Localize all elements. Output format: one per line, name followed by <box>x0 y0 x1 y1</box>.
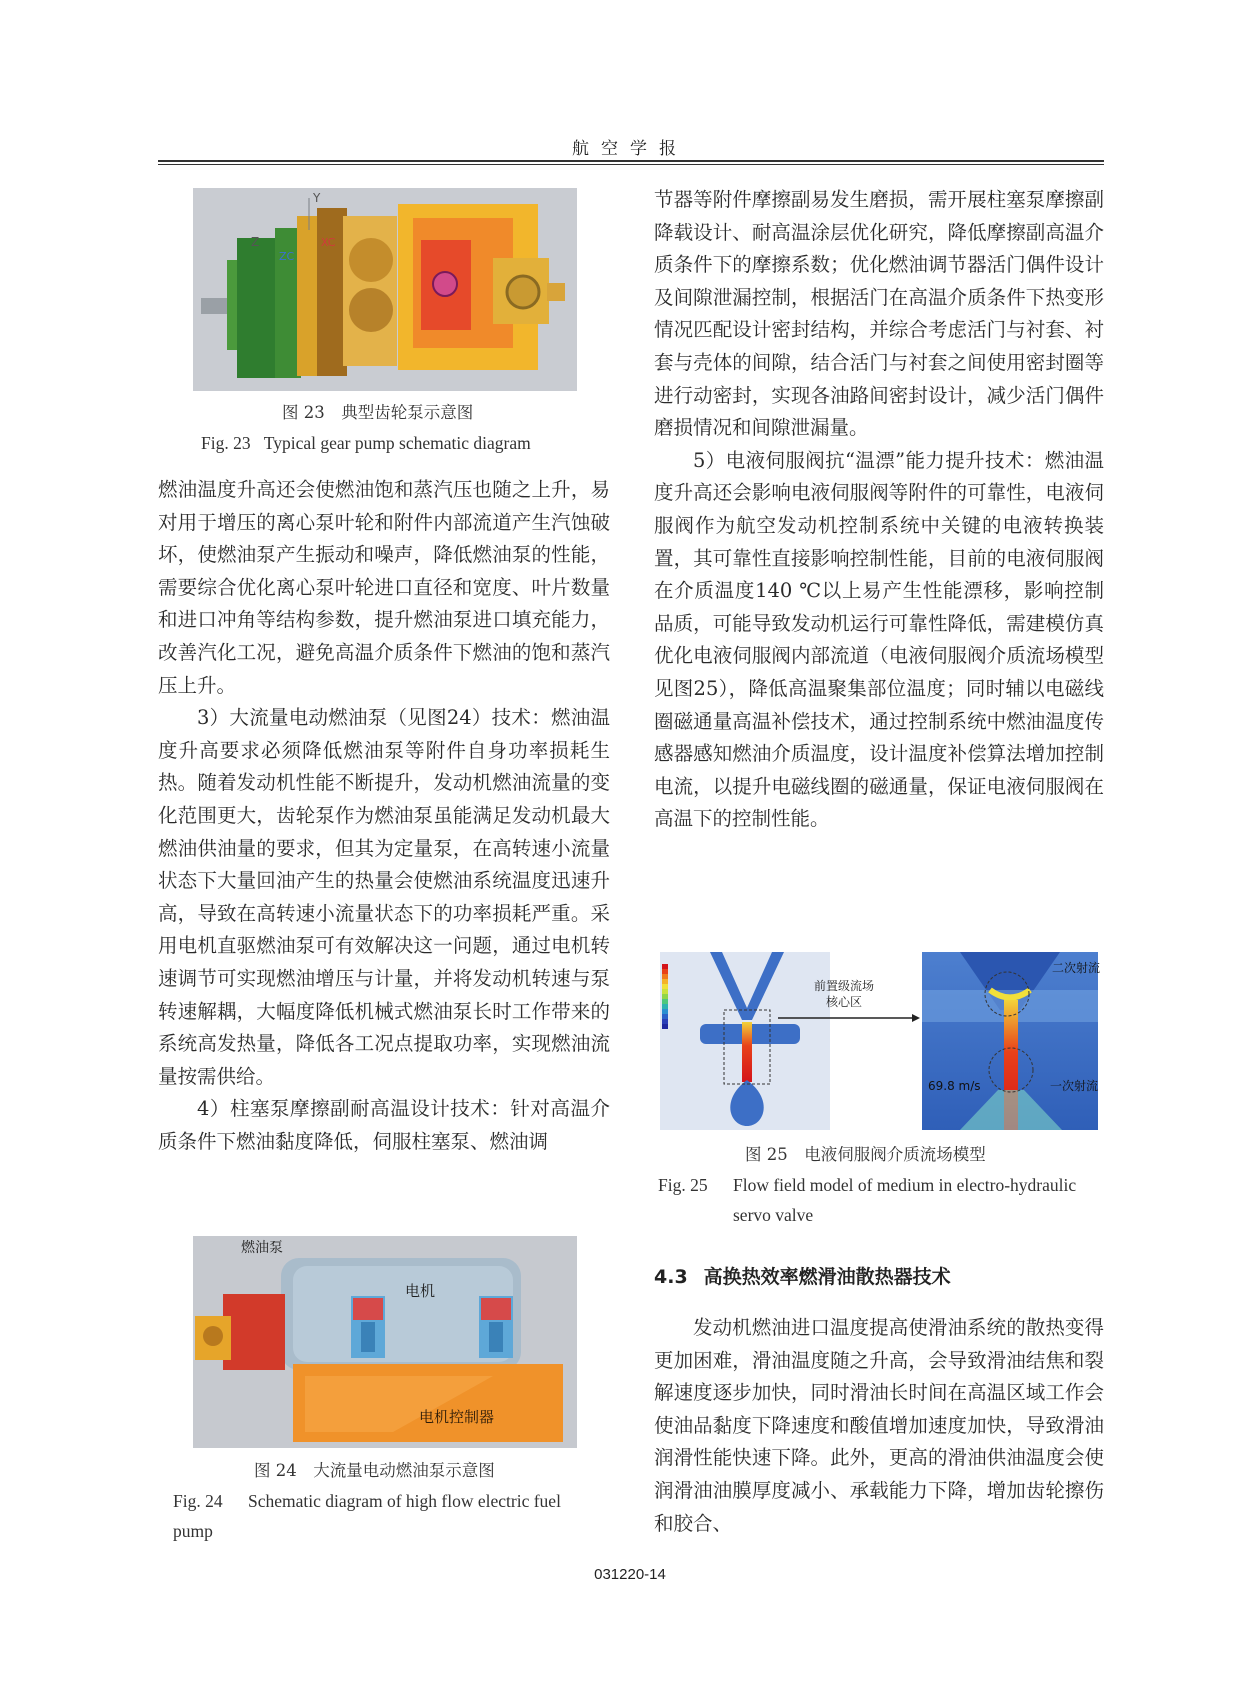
fig25-core-label-line2: 核心区 <box>825 995 863 1009</box>
color-legend <box>662 964 668 1029</box>
paragraph-lubricating-oil: 发动机燃油进口温度提高使滑油系统的散热变得更加困难，滑油温度随之升高，会导致滑油结焦和裂解速度逐步加快，同时滑油长时间在高温区域工作会使油品黏度下降速度和酸值增加速度加快，导致滑油润滑性能快速下降。此外，更高的滑油供油温度会使润滑油油膜厚度减小、承载能力下降，增加齿轮擦伤和胶合、 <box>654 1316 1104 1535</box>
header-rule-thin <box>158 164 1104 165</box>
figure-23-caption-cn: 图 23 典型齿轮泵示意图 <box>282 403 474 422</box>
section-heading-4-3 <box>654 1262 951 1289</box>
figure-23-caption-en <box>201 428 531 458</box>
fig23-zc-label: ZC <box>279 250 295 263</box>
journal-header-title: 航空学报 <box>572 139 688 159</box>
paragraph-electric-pump: 3）大流量电动燃油泵（见图24）技术：燃油温度升高要求必须降低燃油泵等附件自身功率损耗生热。随着发动机性能不断提升，发动机燃油流量的变化范围更大，齿轮泵作为燃油泵虽能满足发动机最大燃油供油量的要求，但其为定量泵，在高转速小流量状态下大量回油产生的热量会使燃油系统温度迅速升高，导致在高转速小流量状态下的功率损耗严重。采用电机直驱燃油泵可有效解决这一问题，通过电机转速调节可实现燃油增压与计量，并将发动机转速与泵转速解耦，大幅度降低机械式燃油泵长时工作带来的系统高发热量，降低各工况点提取功率，实现燃油流量按需供给。 <box>158 706 610 1088</box>
figure-24-electric-fuel-pump <box>193 1236 577 1448</box>
gear-pump-illustration <box>193 188 577 391</box>
left-column-text <box>158 474 610 1158</box>
figure-23-gear-pump <box>193 188 577 391</box>
paragraph-plunger-pump: 4）柱塞泵摩擦副耐高温设计技术：针对高温介质条件下燃油黏度降低，伺服柱塞泵、燃油调 <box>158 1097 610 1153</box>
figure-24-caption-en <box>173 1486 593 1546</box>
flow-field-illustration <box>660 950 1100 1132</box>
figure-24-number-en: Fig. 24 <box>173 1491 223 1511</box>
paragraph-saturation-pressure: 燃油温度升高还会使燃油饱和蒸汽压也随之上升，易对用于增压的离心泵叶轮和附件内部流道产生汽蚀破坏，使燃油泵产生振动和噪声，降低燃油泵的性能，需要综合优化离心泵叶轮进口直径和宽度、叶片数量和进口冲角等结构参数，提升燃油泵进口填充能力，改善汽化工况，避免高温介质条件下燃油的饱和蒸汽压上升。 <box>158 478 610 697</box>
figure-24-title-en: Schematic diagram of high flow electric fuel pump <box>173 1491 561 1541</box>
section-number: 4.3 <box>654 1266 688 1288</box>
header-rule <box>158 160 1104 162</box>
fig24-controller-label: 电机控制器 <box>419 1408 495 1426</box>
fig24-motor-label: 电机 <box>405 1282 436 1300</box>
fig23-xc-label: XC <box>321 236 336 249</box>
fig23-z-label: Z <box>251 235 260 249</box>
figure-24-caption-cn: 图 24 大流量电动燃油泵示意图 <box>254 1461 495 1480</box>
right-column-text-lower <box>654 1312 1104 1540</box>
figure-25-caption-cn: 图 25 电液伺服阀介质流场模型 <box>745 1145 986 1164</box>
fig25-primary-jet-label: 一次射流 <box>1050 1079 1099 1093</box>
section-title: 高换热效率燃滑油散热器技术 <box>703 1266 951 1288</box>
page-number: 031220-14 <box>594 1566 666 1583</box>
figure-25-number-en: Fig. 25 <box>658 1175 708 1195</box>
paragraph-servo-valve: 5）电液伺服阀抗“温漂”能力提升技术：燃油温度升高还会影响电液伺服阀等附件的可靠性，电液伺服阀作为航空发动机控制系统中关键的电液转换装置，其可靠性直接影响控制性能，目前的电液伺服阀在介质温度140 ℃以上易产生性能漂移，影响控制品质，可能导致发动机运行可靠性降低，需建模仿真优化电液伺服阀内部流道（电液伺服阀介质流场模型见图25），降低高温聚集部位温度；同时辅以电磁线圈磁通量高温补偿技术，通过控制系统中燃油温度传感器感知燃油介质温度，设计温度补偿算法增加控制电流，以提升电磁线圈的磁通量，保证电液伺服阀在高温下的控制性能。 <box>654 448 1104 831</box>
figure-25-flow-field <box>660 950 1100 1132</box>
figure-25-title-en: Flow field model of medium in electro-hydraulic servo valve <box>733 1175 1077 1225</box>
right-column-text <box>654 184 1104 836</box>
figure-23-title-en: Typical gear pump schematic diagram <box>263 433 531 453</box>
paragraph-friction-pair: 节器等附件摩擦副易发生磨损，需开展柱塞泵摩擦副降载设计、耐高温涂层优化研究，降低摩擦副高温介质条件下的摩擦系数；优化燃油调节器活门偶件设计及间隙泄漏控制，根据活门在高温介质条件下热变形情况匹配设计密封结构，并综合考虑活门与衬套、衬套与壳体的间隙，结合活门与衬套之间使用密封圈等进行动密封，实现各油路间密封设计，减少活门偶件磨损情况和间隙泄漏量。 <box>654 188 1104 440</box>
figure-25-caption-en <box>658 1170 1108 1230</box>
fig25-secondary-jet-label: 二次射流 <box>1052 961 1100 975</box>
fig23-y-label: Y <box>313 191 321 205</box>
fig25-velocity-label: 69.8 m/s <box>928 1079 981 1093</box>
fig24-fuel-pump-label: 燃油泵 <box>241 1240 283 1256</box>
fig25-core-label-line1: 前置级流场 <box>813 979 875 993</box>
figure-23-number-en: Fig. 23 <box>201 433 251 453</box>
electric-fuel-pump-illustration <box>193 1236 577 1448</box>
